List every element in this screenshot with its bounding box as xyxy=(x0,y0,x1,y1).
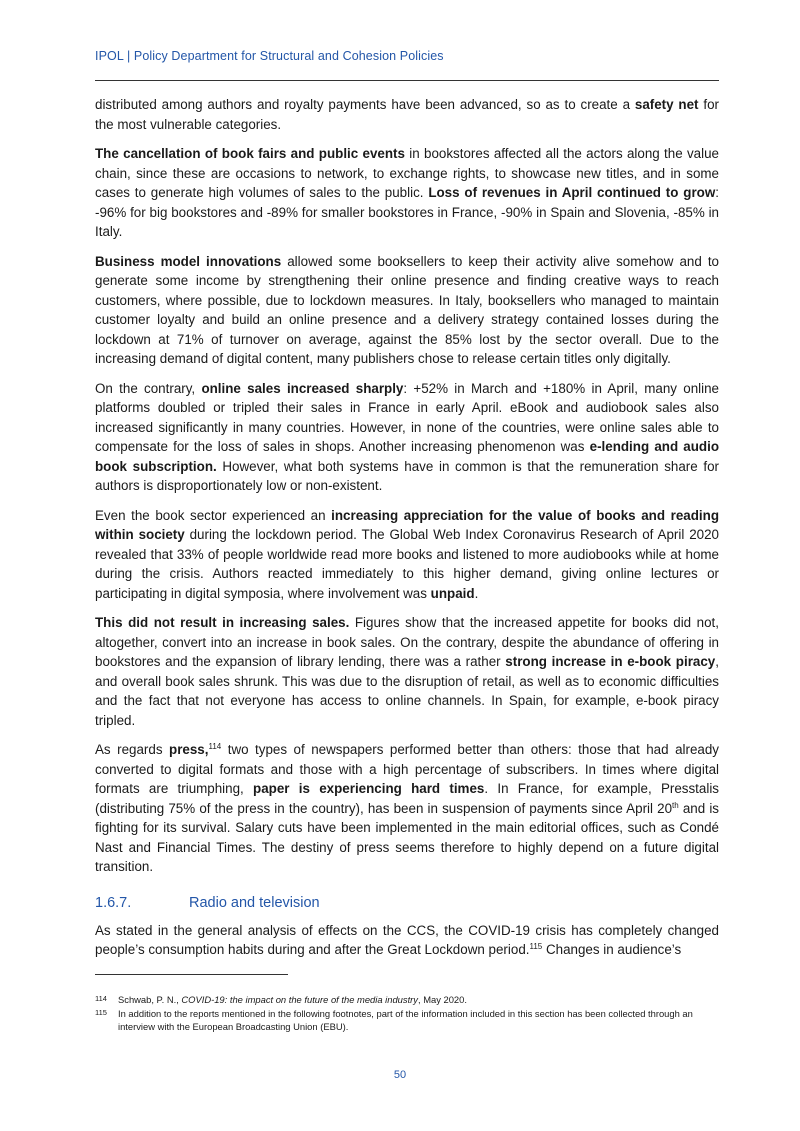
body-text xyxy=(95,95,719,970)
footnote-number: 115 xyxy=(95,1008,107,1017)
section-heading xyxy=(95,893,719,913)
footnote-number: 114 xyxy=(95,994,107,1003)
footnote-divider xyxy=(95,974,288,975)
paragraph: As regards press,$^{114}$ two types of newspapers performed better than others: those that had already converted to digital formats and those with a high percentage of subscribers. In times where digital formats are triumphing, paper is experiencing hard times. In France, for example, Presstalis (distributing 75% of the press in the country), has been in suspension of payments since April 20th and is fighting for its survival. Salary cuts have been implemented in the main editorial offices, such as Condé Nast and Financial Times. The destiny of press seems therefore to highly depend on a future digital transition. xyxy=(95,742,719,874)
paragraph: As stated in the general analysis of effects on the CCS, the COVID-19 crisis has completely changed people’s consumption habits during and after the Great Lockdown period.$^{115}$ Changes in audience’s xyxy=(95,922,719,957)
section-number: 1.6.7. xyxy=(95,894,132,911)
footnote: 115 In addition to the reports mentioned in the following footnotes, part of the information included in this section has been collected through an interview with the European Broadcasting Union (EBU). xyxy=(95,1008,693,1032)
paragraph: The cancellation of book fairs and public events in bookstores affected all the actors along the value chain, since these are occasions to network, to exchange rights, to showcase new titles, and in some cases to generate high volumes of sales to the public. Loss of revenues in April continued to grow: -96% for big bookstores and -89% for smaller bookstores in France, -90% in Spain and Slovenia, -85% in Italy. xyxy=(95,146,719,239)
section-title: Radio and television xyxy=(189,894,320,911)
footnotes xyxy=(95,993,719,1034)
footnote-ref[interactable]: 115 xyxy=(529,942,543,951)
footnote-ref[interactable]: 114 xyxy=(208,742,222,751)
paragraph: distributed among authors and royalty payments have been advanced, so as to create a safety net for the most vulnerable categories. xyxy=(95,97,720,132)
paragraph: On the contrary, online sales increased sharply: +52% in March and +180% in April, many online platforms doubled or tripled their sales in France in early April. eBook and audiobook sales also increased significantly in many countries. However, in none of the countries, were online sales able to compensate for the loss of sales in shops. Another increasing phenomenon was e-lending and audio book subscription. However, what both systems have in common is that the remuneration share for authors is disproportionately low or non-existent. xyxy=(95,380,720,493)
paragraph: Business model innovations allowed some booksellers to keep their activity alive somehow and to generate some income by strengthening their online presence and finding creative ways to reach customers, where possible, due to lockdown measures. In Italy, booksellers who managed to maintain customer loyalty and build an online presence and a delivery strategy contained losses during the lockdown at 71% of turnover on average, against the 85% lost by the sector overall. Due to the increasing demand of digital content, many publishers chose to release certain titles only digitally. xyxy=(95,253,719,366)
footnote: 114 Schwab, P. N., COVID-19: the impact on the future of the media industry, May 2020. xyxy=(95,994,467,1005)
page-number: 50 xyxy=(393,1069,407,1081)
header-divider xyxy=(95,80,719,81)
paragraph: Even the book sector experienced an increasing appreciation for the value of books and reading within society during the lockdown period. The Global Web Index Coronavirus Research of April 2020 revealed that 33% of people worldwide read more books and listened to more audiobooks while at home during the crisis. Authors reacted immediately to this higher demand, giving online lectures or participating in digital symposia, where involvement was unpaid. xyxy=(95,507,720,601)
page-header: IPOL | Policy Department for Structural and Cohesion Policies xyxy=(95,49,444,63)
paragraph: This did not result in increasing sales. Figures show that the increased appetite for books did not, altogether, convert into an increase in book sales. On the contrary, despite the abundance of offering in bookstores and the expansion of library lending, there was a rather strong increase in e-book piracy, and overall book sales shrunk. This was due to the disruption of retail, as well as to economic difficulties and the fact that not everyone has access to online channels. In Spain, for example, e-book piracy tripled. xyxy=(95,615,719,728)
